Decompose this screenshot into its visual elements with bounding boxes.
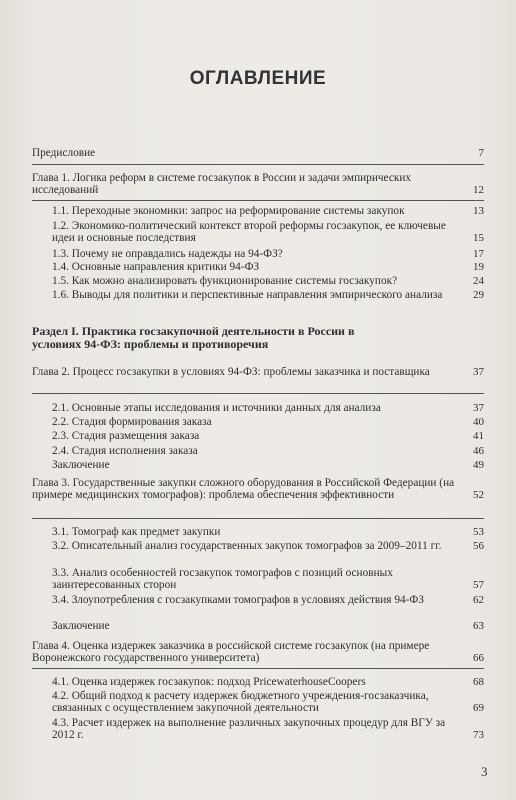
toc-entry-text: 1.2. Экономико-политический контекст второй реформы госзакупок, ее ключевые идеи и основные последствия xyxy=(52,220,446,244)
page-number: 3 xyxy=(481,764,488,779)
toc-entry-page: 19 xyxy=(473,261,484,273)
toc-entry-text: Глава 1. Логика реформ в системе госзакупок в России и задачи эмпирических исследований xyxy=(32,172,412,196)
toc-entry[interactable] xyxy=(52,677,484,689)
toc-entry-text: 4.2. Общий подход к расчету издержек бюджетного учреждения-госзаказчика, связанных с осуществлением закупочной деятельности xyxy=(52,690,429,714)
toc-entry[interactable] xyxy=(52,568,484,592)
toc-entry[interactable] xyxy=(32,148,484,160)
toc-entry-text: 3.2. Описательный анализ государственных закупок томографов за 2009–2011 гг. xyxy=(52,540,442,552)
toc-entry-text: 3.3. Анализ особенностей госзакупок томографов с позиций основных заинтересованных сторон xyxy=(52,567,393,591)
toc-entry-page: 57 xyxy=(473,578,484,591)
toc-entry[interactable] xyxy=(52,718,484,742)
separator-line xyxy=(32,200,484,201)
toc-entry[interactable] xyxy=(52,417,484,429)
toc-entry[interactable] xyxy=(52,431,484,443)
toc-entry-text: 2.4. Стадия исполнения заказа xyxy=(52,445,198,457)
toc-entry-page: 15 xyxy=(473,231,484,244)
toc-entry[interactable] xyxy=(32,641,484,665)
toc-entry-page: 46 xyxy=(473,445,484,457)
toc-entry[interactable] xyxy=(52,262,484,274)
toc-entry-page: 41 xyxy=(473,430,484,442)
toc-entry-text: Глава 3. Государственные закупки сложного оборудования в Российской Федерации (на примере медицинских томографов): проблема обеспечения эффективности xyxy=(32,477,455,501)
toc-entry-page: 69 xyxy=(473,701,484,714)
toc-entry-page: 24 xyxy=(473,275,484,287)
toc-entry[interactable] xyxy=(52,460,484,472)
toc-entry-page: 68 xyxy=(473,676,484,688)
toc-entry-text: 3.4. Злоупотребления с госзакупками томографов в условиях действия 94-ФЗ xyxy=(52,594,424,606)
toc-entry[interactable] xyxy=(52,249,484,261)
toc-entry-page: 49 xyxy=(473,459,484,471)
page-title: ОГЛАВЛЕНИЕ xyxy=(189,68,327,89)
toc-entry-text: 2.1. Основные этапы исследования и источники данных для анализа xyxy=(52,402,381,414)
toc-entry-page: 29 xyxy=(473,289,484,301)
toc-entry[interactable] xyxy=(52,403,484,415)
separator-line xyxy=(32,164,484,165)
toc-entry-text: 2.3. Стадия размещения заказа xyxy=(52,430,200,442)
toc-entry[interactable] xyxy=(52,541,484,553)
toc-entry[interactable] xyxy=(52,221,484,245)
toc-entry-page: 56 xyxy=(473,540,484,552)
toc-entry-text: Глава 2. Процесс госзакупки в условиях 94-ФЗ: проблемы заказчика и поставщика xyxy=(32,366,430,378)
toc-entry-page: 17 xyxy=(473,248,484,260)
toc-entry-text: Предисловие xyxy=(32,147,96,159)
toc-entry[interactable] xyxy=(32,478,484,502)
toc-entry-page: 66 xyxy=(473,651,484,664)
toc-entry-page: 53 xyxy=(473,526,484,538)
toc-entry-text: Заключение xyxy=(52,459,110,471)
toc-entry-text: 2.2. Стадия формирования заказа xyxy=(52,416,212,428)
toc-entry[interactable] xyxy=(32,367,484,379)
toc-part-heading[interactable] xyxy=(32,325,412,351)
separator-line xyxy=(32,518,484,519)
toc-entry[interactable] xyxy=(52,691,484,715)
toc-entry-text: Глава 4. Оценка издержек заказчика в российской системе госзакупок (на примере Воронежского государственного университета) xyxy=(32,640,430,664)
toc-entry[interactable] xyxy=(52,290,484,302)
toc-entry-text: Раздел I. Практика госзакупочной деятельности в России в условиях 94-ФЗ: проблемы и противоречия xyxy=(32,324,355,351)
toc-entry[interactable] xyxy=(52,206,484,218)
toc-entry[interactable] xyxy=(52,446,484,458)
toc-entry-page: 37 xyxy=(473,366,484,378)
toc-entry[interactable] xyxy=(52,595,484,607)
toc-entry[interactable] xyxy=(52,621,484,633)
toc-entry[interactable] xyxy=(52,276,484,288)
toc-entry-page: 37 xyxy=(473,402,484,414)
toc-entry[interactable] xyxy=(32,173,484,197)
toc-entry-page: 52 xyxy=(473,488,484,501)
separator-line xyxy=(32,668,484,669)
toc-entry-text: 4.1. Оценка издержек госзакупок: подход PricewaterhouseCoopers xyxy=(52,676,366,688)
toc-entry-text: 1.4. Основные направления критики 94-ФЗ xyxy=(52,261,260,273)
separator-line xyxy=(32,393,484,394)
toc-entry-text: 1.5. Как можно анализировать функционирование системы госзакупок? xyxy=(52,275,398,287)
toc-entry-text: Заключение xyxy=(52,620,110,632)
toc-entry-page: 40 xyxy=(473,416,484,428)
toc-entry-page: 7 xyxy=(478,147,484,159)
toc-entry-page: 62 xyxy=(473,594,484,606)
toc-entry-text: 4.3. Расчет издержек на выполнение различных закупочных процедур для ВГУ за 2012 г. xyxy=(52,717,446,741)
toc-entry-page: 63 xyxy=(473,620,484,632)
toc-entry-page: 12 xyxy=(473,183,484,196)
toc-entry-text: 1.3. Почему не оправдались надежды на 94-ФЗ? xyxy=(52,248,283,260)
toc-entry-text: 1.6. Выводы для политики и перспективные направления эмпирического анализа xyxy=(52,289,443,301)
toc-entry-text: 3.1. Томограф как предмет закупки xyxy=(52,526,221,538)
toc-entry-page: 13 xyxy=(473,205,484,217)
toc-entry-text: 1.1. Переходные экономики: запрос на реформирование системы закупок xyxy=(52,205,405,217)
toc-entry[interactable] xyxy=(52,527,484,539)
toc-entry-page: 73 xyxy=(473,728,484,741)
